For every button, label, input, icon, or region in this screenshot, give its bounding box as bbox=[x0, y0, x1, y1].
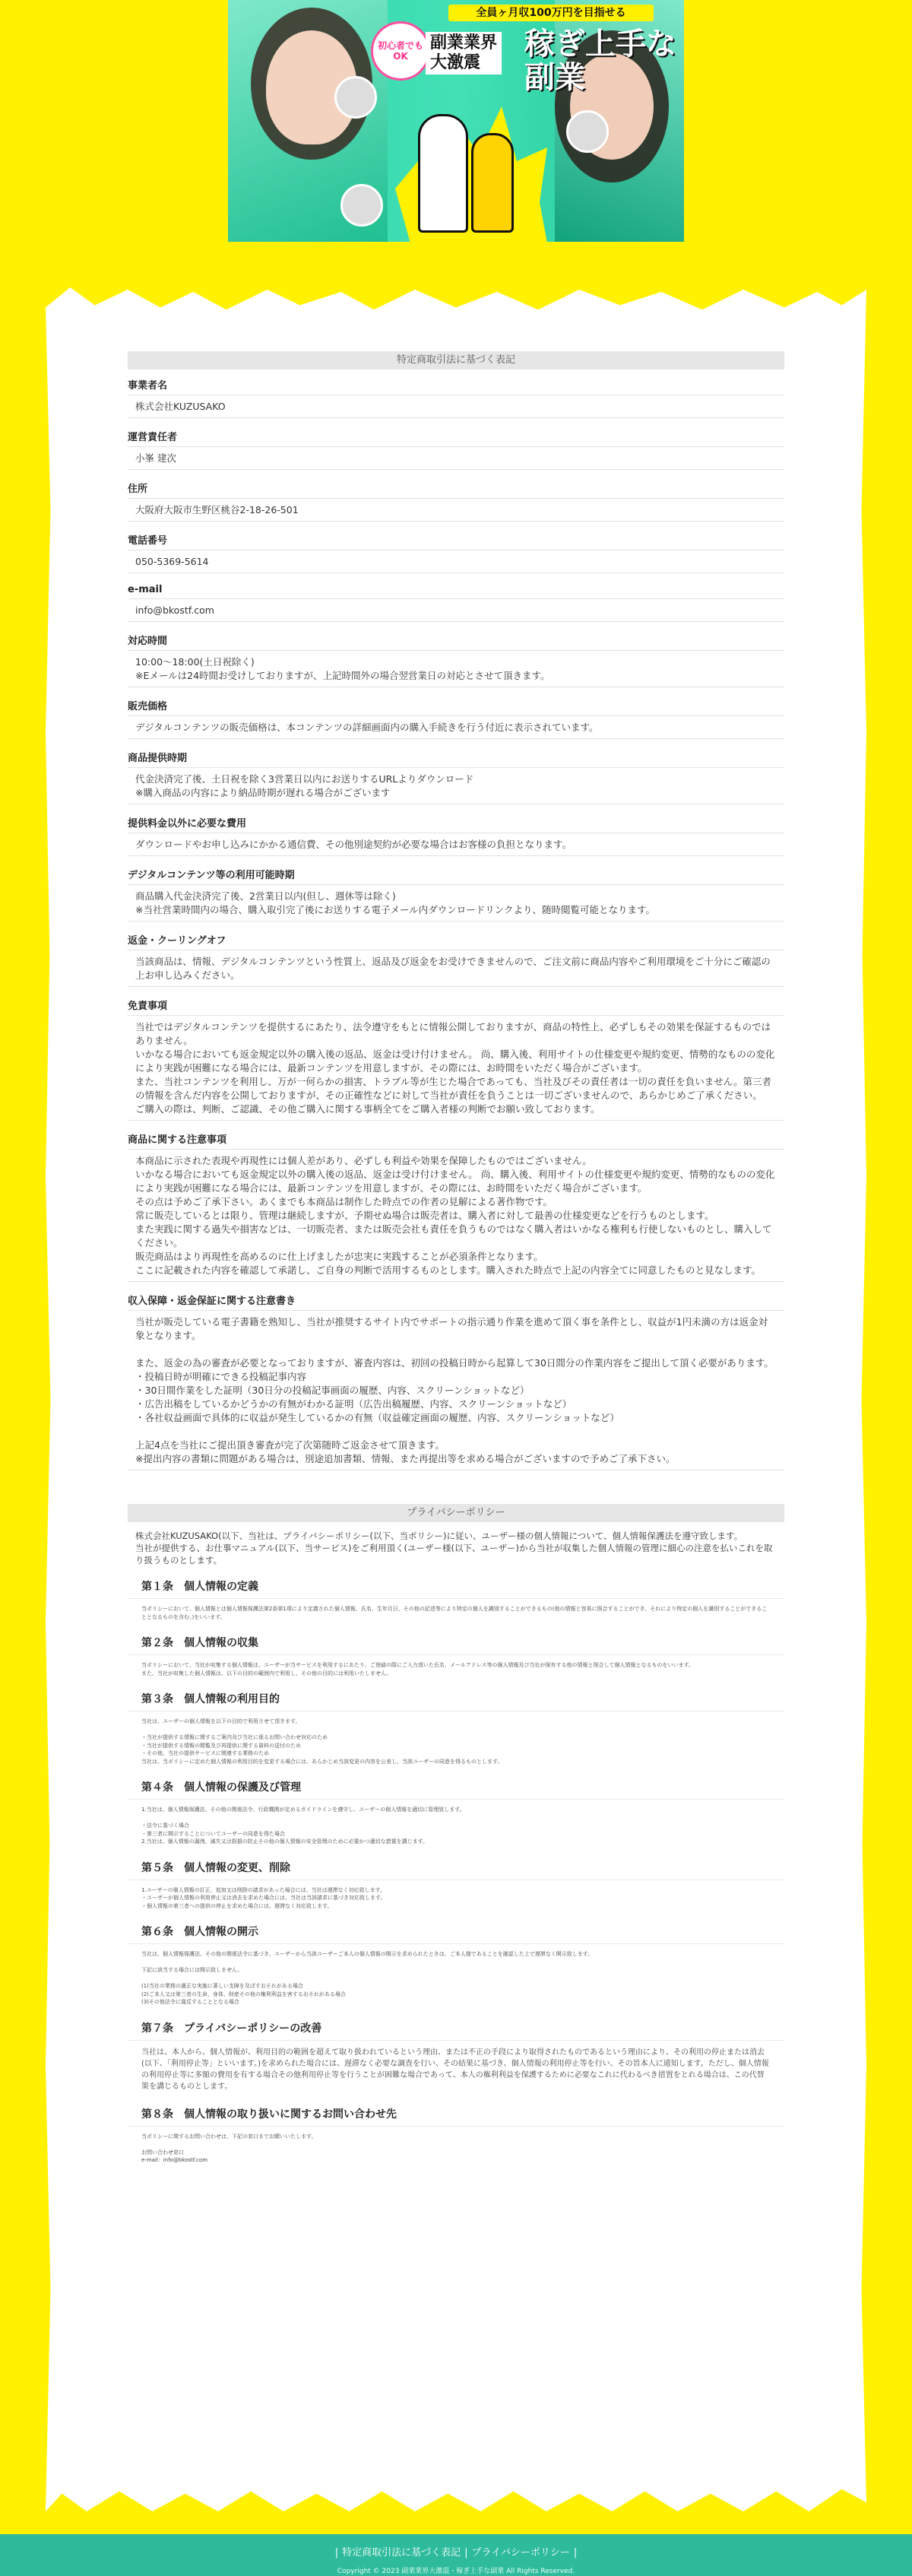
tokutei-item-body: 大阪府大阪市生野区桃谷2-18-26-501 bbox=[128, 499, 784, 522]
privacy-article-body: 当ポリシーに関するお問い合わせは、下記の窓口までお願いいたします。 お問い合わせ窓口 e-mail：info@bkostf.com bbox=[141, 2133, 317, 2163]
privacy-article-body: 当ポリシーにおいて、当社が収集する個人情報は、ユーザーが当サービスを利用するにあたり、ご登録の際にご入力頂いた氏名、メールアドレス等の個人情報及び当社が保有する他の情報と照合して個人情報となるものをいいます。 また、当社が収集した個人情報は、以下の目的の範囲内で利用し、その他の目的には利用いたしません。 bbox=[141, 1662, 694, 1677]
tokutei-item-body: デジタルコンテンツの販売価格は、本コンテンツの詳細画面内の購入手続きを行う付近に表示されています。 bbox=[128, 716, 784, 739]
privacy-article-body: 当ポリシーにおいて、個人情報とは個人情報保護法第2条第1項により定義された個人情報、氏名、生年月日、その他の記述等により特定の個人を識別することができるもの(他の情報と容易に照合することができ、それにより特定の個人を識別することができることとなるものを含む。)をいいます。 bbox=[141, 1606, 768, 1620]
tokutei-item-body: ダウンロードやお申し込みにかかる通信費、その他別途契約が必要な場合はお客様の負担となります。 bbox=[128, 833, 784, 856]
privacy-intro: 株式会社KUZUSAKO(以下、当社は、プライバシーポリシー(以下、当ポリシー)に従い、ユーザー様の個人情報について、個人情報保護法を遵守致します。 当社が提供する、お仕事マニュアル(以下、当サービス)をご利用頂く(ユーザー様(以下、ユーザー)から当社が収集した個人情報の管理に細心の注意を払いこれを取り扱うものとします。 bbox=[135, 1531, 773, 1566]
privacy-article-body: 当社は、ユーザーの個人情報を以下の目的で利用させて頂きます。 ・当社が提供する情報に関するご案内及び当社に係るお問い合わせ対応のため ・当社が提供する情報の閲覧及び再提供に関する資料の送付のため ・その他、当社の提供サービスに関連する業務のため 当社は、当ポリシーに定めた個人情報の利用目的を変更する場合には、あらかじめ当該変更の内容を公表し、当該ユーザーの同意を得るものとします。 bbox=[141, 1718, 503, 1765]
tokutei-item-body: 本商品に示された表現や再現性には個人差があり、必ずしも利益や効果を保障したものではございません。 いかなる場合においても返金規定以外の購入後の返品、返金は受け付けません。 尚、購入後、利用サイトの仕様変更や規約変更、情勢的なものの変化により実践が困難になる場合には、最新コンテンツを用意しますが、その際には、お時間をいただく場合がございます。 その点は予めご了承下さい。あくまでも本商品は制作した時点での作者の見解による著作物です。 常に販売しているとは限り、管理は継続しますが、予期せぬ場合は販売者は、購入者に対して最善の仕様変更などを行うものとします。 また実践に関する過失や損害などは、一切販売者、または販売会社も責任を負うものではなく購入者はいかなる権利も行使しないものとし、購入してください。 販売商品はより再現性を高めるのに仕上げましたが忠実に実践することが必須条件となります。 ここに記載された内容を確認して承諾し、ご自身の判断で活用するものとします。購入された時点で上記の内容全てに同意したものと見なします。 bbox=[128, 1150, 784, 1282]
privacy-article-title: 第５条 個人情報の変更、削除 bbox=[128, 1860, 784, 1880]
privacy-article-title: 第１条 個人情報の定義 bbox=[128, 1578, 784, 1599]
tokutei-item-title: デジタルコンテンツ等の利用可能時期 bbox=[128, 867, 784, 885]
privacy-article-title: 第６条 個人情報の開示 bbox=[128, 1924, 784, 1944]
tokutei-list bbox=[128, 377, 784, 1470]
privacy-article bbox=[128, 1635, 784, 1677]
privacy-article-body: 1.当社は、個人情報保護法、その他の関係法令、行政機関が定めるガイドラインを遵守し、ユーザーの個人情報を適切に管理致します。 ・法令に基づく場合 ・第三者に開示することについてユーザーの同意を得た場合 2.当社は、個人情報の漏洩、滅失又は毀損の防止その他の個人情報の安全管理のために必要かつ適切な措置を講じます。 bbox=[141, 1807, 465, 1845]
privacy-article-body: 1.ユーザーの個人情報の訂正、追加又は削除の請求があった場合には、当社は遅滞なく対応致します。 ・ユーザーが個人情報の利用停止又は消去を求めた場合には、当社は当該請求に基づき対応致します。 ・個人情報の第三者への提供の停止を求めた場合には、遅滞なく対応致します。 bbox=[141, 1886, 386, 1909]
main-content bbox=[128, 351, 784, 2178]
tokutei-heading: 特定商取引法に基づく表記 bbox=[128, 351, 784, 370]
tokutei-item bbox=[128, 584, 784, 622]
privacy-article-title: 第７条 プライバシーポリシーの改善 bbox=[128, 2020, 784, 2041]
tokutei-item-body: 10:00～18:00(土日祝除く) ※Eメールは24時間お受けしておりますが、上記時間外の場合翌営業日の対応とさせて頂きます。 bbox=[128, 651, 784, 687]
privacy-article bbox=[128, 1691, 784, 1765]
tokutei-item-title: e-mail bbox=[128, 584, 784, 599]
tokutei-item-title: 収入保障・返金保証に関する注意書き bbox=[128, 1293, 784, 1311]
tokutei-item-title: 対応時間 bbox=[128, 633, 784, 651]
tokutei-item-title: 商品提供時期 bbox=[128, 750, 784, 768]
hero-title-left: 副業業界 大激震 bbox=[426, 32, 502, 75]
tokutei-item-title: 提供料金以外に必要な費用 bbox=[128, 815, 784, 833]
tokutei-item-body: 小峯 建次 bbox=[128, 447, 784, 470]
privacy-article-title: 第４条 個人情報の保護及び管理 bbox=[128, 1779, 784, 1800]
privacy-article bbox=[128, 2106, 784, 2165]
tokutei-item-body: 当該商品は、情報、デジタルコンテンツという性質上、返品及び返金をお受けできませんので、ご注文前に商品内容やご利用環境をご十分にご確認の上お申し込みください。 bbox=[128, 950, 784, 987]
tokutei-item-title: 事業者名 bbox=[128, 377, 784, 395]
tokutei-item-title: 商品に関する注意事項 bbox=[128, 1131, 784, 1150]
tokutei-item-title: 販売価格 bbox=[128, 698, 784, 716]
tokutei-item bbox=[128, 998, 784, 1121]
tokutei-item bbox=[128, 532, 784, 573]
tokutei-item-title: 返金・クーリングオフ bbox=[128, 932, 784, 950]
tokutei-item bbox=[128, 867, 784, 922]
privacy-articles bbox=[128, 1578, 784, 2165]
tokutei-item bbox=[128, 750, 784, 804]
tokutei-item bbox=[128, 633, 784, 687]
tokutei-item-body: info@bkostf.com bbox=[128, 599, 784, 622]
privacy-article-body: 当社は、個人情報保護法、その他の関係法令に基づき、ユーザーから当該ユーザーご本人の個人情報の開示を求められたときは、ご本人様であることを確認した上で遅滞なく開示致します。 下記に該当する場合には開示致しません。 (1)当社の業務の適正な実施に著しい支障を及ぼすおそれがある場合 (2)ご本人又は第三者の生命、身体、財産その他の権利利益を害するおそれがある場合 (3)その他法令に違反することとなる場合 bbox=[141, 1951, 594, 2005]
hero-title-right: 稼ぎ上手な副業 bbox=[524, 27, 676, 95]
hero-banner bbox=[228, 0, 684, 242]
tokutei-item bbox=[128, 481, 784, 522]
tokutei-item-body: 050-5369-5614 bbox=[128, 550, 784, 573]
tokutei-item-title: 運営責任者 bbox=[128, 429, 784, 447]
tokutei-item-title: 住所 bbox=[128, 481, 784, 499]
hero-avatar bbox=[334, 76, 377, 119]
hero-character-man bbox=[418, 114, 468, 233]
tokutei-item bbox=[128, 377, 784, 418]
hero-avatar bbox=[566, 110, 609, 153]
tokutei-item-body: 株式会社KUZUSAKO bbox=[128, 395, 784, 418]
hero-badge: 初心者でもOK bbox=[371, 21, 430, 81]
tokutei-item bbox=[128, 698, 784, 739]
privacy-article bbox=[128, 1578, 784, 1621]
tokutei-item-body: 商品購入代金決済完了後、2営業日以内(但し、週休等は除く) ※当社営業時間内の場合、購入取引完了後にお送りする電子メール内ダウンロードリンクより、随時閲覧可能となります。 bbox=[128, 885, 784, 922]
privacy-article bbox=[128, 2020, 784, 2092]
copyright: Copyright © 2023 副業業界大激震・稼ぎ上手な副業 All Rights Reserved. bbox=[337, 2568, 575, 2575]
tokutei-item-body: 代金決済完了後、土日祝を除く3営業日以内にお送りするURLよりダウンロード ※購入商品の内容により納品時期が遅れる場合がございます bbox=[128, 768, 784, 804]
tokutei-item bbox=[128, 932, 784, 987]
hero-avatar bbox=[340, 184, 383, 227]
tokutei-item-title: 電話番号 bbox=[128, 532, 784, 550]
privacy-article bbox=[128, 1860, 784, 1911]
tokutei-item-body: 当社ではデジタルコンテンツを提供するにあたり、法令遵守をもとに情報公開しておりますが、商品の特性上、必ずしもその効果を保証するものではありません。 いかなる場合においても返金規定以外の購入後の返品、返金は受け付けません。 尚、購入後、利用サイトの仕様変更や規約変更、情勢的なものの変化により実践が困難になる場合には、最新コンテンツを用意しますが、その際には、お時間をいただく場合がございます。 また、当社コンテンツを利用し、万が一何らかの損害、トラブル等が生じた場合であっても、当社及びその責任者は一切の責任を負いません。第三者の情報を含んだ内容を公開しておりますが、その正確性などに対して当社が責任を負うことは一切ございませんので、あらかじめご了承ください。 ご購入の際は、判断、ご認識、その他ご購入に関する事柄全てをご購入者様の判断でお願い致しております。 bbox=[128, 1016, 784, 1121]
footer bbox=[0, 2534, 912, 2576]
tokutei-item-body: 当社が販売している電子書籍を熟知し、当社が推奨するサイト内でサポートの指示通り作業を進めて頂く事を条件とし、収益が1円未満の方は返金対象となります。 また、返金の為の審査が必要となっておりますが、審査内容は、初回の投稿日時から起算して30日間分の作業内容をご提出して頂く必要があります。 ・投稿日時が明確にできる投稿記事内容 ・30日間作業をした証明（30日分の投稿記事画面の履歴、内容、スクリーンショットなど） ・広告出稿をしているかどうかの有無がわかる証明（広告出稿履歴、内容、スクリーンショットなど） ・各社収益画面で具体的に収益が発生しているかの有無（収益確定画面の履歴、内容、スクリーンショットなど） 上記4点を当社にご提出頂き審査が完了次第随時ご返金させて頂きます。 ※提出内容の書類に問題がある場合は、別途追加書類、情報、また再提出等を求める場合がございますので予めご了承下さい。 bbox=[128, 1311, 784, 1470]
privacy-article bbox=[128, 1924, 784, 2007]
tokutei-item bbox=[128, 1131, 784, 1282]
privacy-article-title: 第２条 個人情報の収集 bbox=[128, 1635, 784, 1655]
privacy-article bbox=[128, 1779, 784, 1846]
hero-character-woman bbox=[471, 133, 514, 233]
hero-headline: 全員ヶ月収100万円を目指せる bbox=[448, 5, 654, 21]
footer-link-tokutei[interactable]: 特定商取引法に基づく表記 bbox=[342, 2547, 461, 2559]
tokutei-item bbox=[128, 815, 784, 856]
tokutei-item bbox=[128, 1293, 784, 1470]
tokutei-item bbox=[128, 429, 784, 470]
footer-links: | 特定商取引法に基づく表記 | プライバシーポリシー | bbox=[334, 2547, 578, 2559]
tokutei-item-title: 免責事項 bbox=[128, 998, 784, 1016]
privacy-article-title: 第８条 個人情報の取り扱いに関するお問い合わせ先 bbox=[128, 2106, 784, 2127]
privacy-article-body: 当社は、本人から、個人情報が、利用目的の範囲を超えて取り扱われているという理由、または不正の手段により取得されたものであるという理由により、その利用の停止または消去(以下、「利用停止等」といいます。)を求められた場合には、遅滞なく必要な調査を行い、その結果に基づき、個人情報の利用停止等を行い、その旨本人に通知します。ただし、個人情報の利用停止等に多額の費用を有する場合その他利用停止等を行うことが困難な場合であって、本人の権利利益を保護するために必要なこれに代わるべき措置をとれる場合は、この代替策を講じるものとします。 bbox=[141, 2048, 769, 2091]
privacy-heading: プライバシーポリシー bbox=[128, 1504, 784, 1522]
footer-link-privacy[interactable]: プライバシーポリシー bbox=[471, 2547, 570, 2559]
privacy-article-title: 第３条 個人情報の利用目的 bbox=[128, 1691, 784, 1712]
